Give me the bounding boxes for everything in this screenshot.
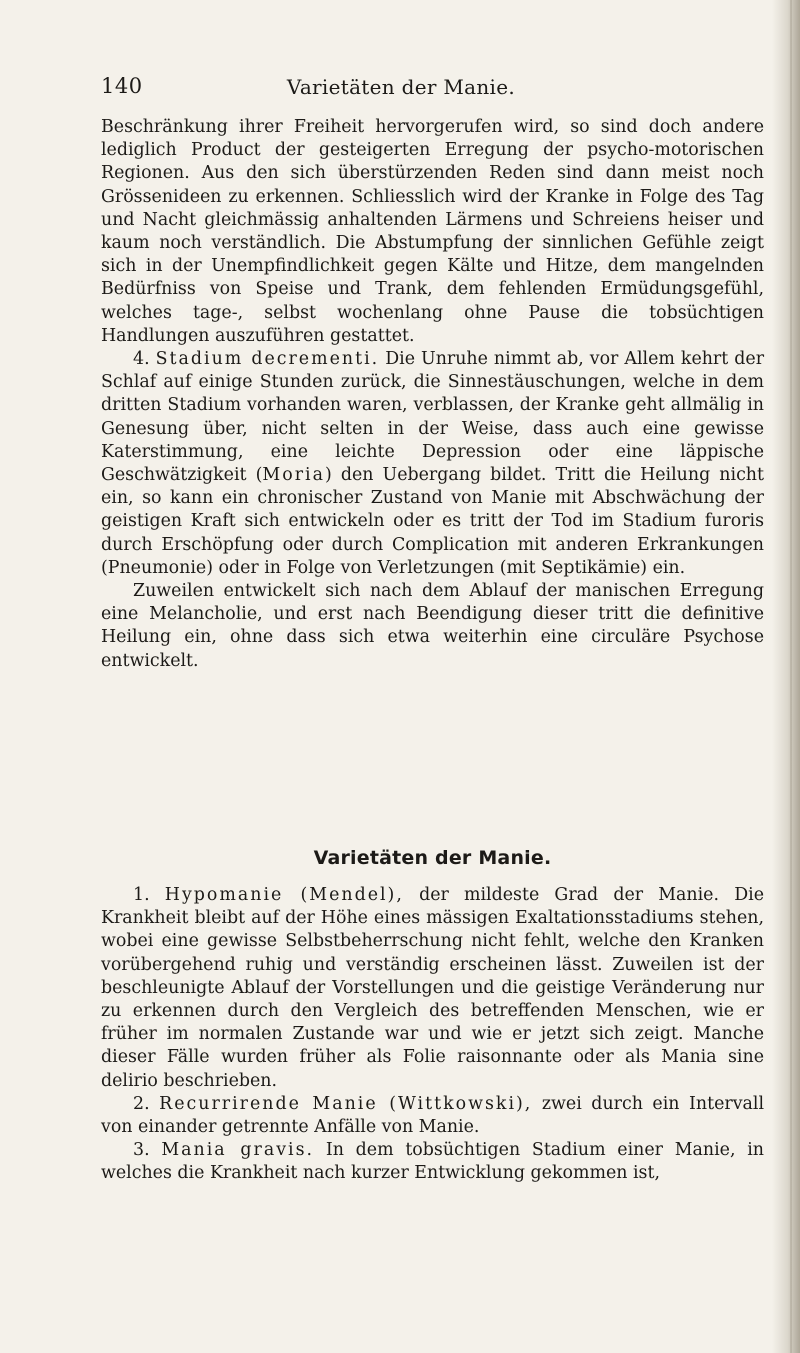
- paragraph-text: Die Unruhe nimmt ab, vor Allem kehrt der Schlaf auf einige Stunden zurück, die Sinnestäuschungen, welche in dem dritten Stadium vorhanden waren, verblassen, der Kranke geht allmälig in Genesung über, nicht selten in der Weise, dass auch eine gewisse Katerstimmung, eine leichte Depression oder eine läppische Geschwätzigkeit (: [101, 349, 765, 486]
- term-moria: Moria: [262, 465, 325, 486]
- paragraph-continued: Beschränkung ihrer Freiheit hervorgerufen wird, so sind doch andere lediglich Product der gesteigerten Erregung der psycho-motorischen Regionen. Aus den sich überstürzenden Reden sind dann meist noch Grössenideen zu erkennen. Schliesslich wird der Kranke in Folge des Tag und Nacht gleichmässig anhaltenden Lärmens und Schreiens heiser und kaum noch verständlich. Die Abstumpfung der sinnlichen Gefühle zeigt sich in der Unempfindlichkeit gegen Kälte und Hitze, dem mangelnden Bedürfniss von Speise und Trank, dem fehlenden Ermüdungsgefühl, welches tage-, selbst wochenlang ohne Pause die tobsüchtigen Handlungen auszuführen gestattet.: [101, 117, 764, 346]
- paragraph-text: zwei durch ein Intervall von einander getrennte Anfälle von Manie.: [101, 1093, 765, 1138]
- term-mania-gravis: Mania gravis.: [161, 1140, 315, 1161]
- list-number: 4.: [133, 349, 156, 370]
- page-header: [101, 74, 741, 104]
- paragraph-hypomanie: [101, 884, 764, 1093]
- list-number: 1.: [133, 885, 165, 905]
- term-hypomanie: Hypomanie (Mendel),: [164, 885, 404, 905]
- section-one-text: [101, 116, 764, 673]
- running-title: Varietäten der Manie.: [286, 75, 516, 99]
- list-number: 2.: [133, 1093, 160, 1114]
- section-heading: Varietäten der Manie.: [313, 847, 552, 869]
- paragraph-stadium-decrementi: [101, 348, 764, 580]
- paragraph-text: ) den Uebergang bildet. Tritt die Heilung nicht ein, so kann ein chronischer Zustand von Manie mit Abschwächung der geistigen Kraft sich entwickeln oder es tritt der Tod im Stadium furoris durch Erschöpfung oder durch Complication mit anderen Erkrankungen (Pneumonie) oder in Folge von Verletzungen (mit Septikämie) ein.: [101, 465, 764, 578]
- term-stadium-decrementi: Stadium decrementi.: [155, 349, 380, 370]
- page-binding-shadow: [772, 0, 800, 1353]
- page-number: 140: [101, 74, 143, 98]
- paragraph-melancholie: Zuweilen entwickelt sich nach dem Ablauf der manischen Erregung eine Melancholie, und erst nach Beendigung dieser tritt die definitive Heilung ein, ohne dass sich etwa weiterhin eine circuläre Psychose entwickelt.: [101, 581, 764, 671]
- paragraph-text: der mildeste Grad der Manie. Die Krankheit bleibt auf der Höhe eines mässigen Exaltationsstadiums stehen, wobei eine gewisse Selbstbeherrschung nicht fehlt, welche den Kranken vorübergehend ruhig und verständig erscheinen lässt. Zuweilen ist der beschleunigte Ablauf der Vorstellungen und die geistige Veränderung nur zu erkennen durch den Vergleich des betreffenden Menschen, wie er früher im normalen Zustande war und wie er jetzt sich zeigt. Manche dieser Fälle wurden früher als Folie raisonnante oder als Mania sine delirio beschrieben.: [101, 885, 764, 1091]
- paragraph-text: In dem tobsüchtigen Stadium einer Manie, in welches die Krankheit nach kurzer Entwicklung gekommen ist,: [101, 1140, 764, 1184]
- section-two-text: [101, 884, 764, 1186]
- list-number: 3.: [133, 1140, 162, 1161]
- paragraph-mania-gravis: [101, 1139, 764, 1185]
- paragraph-recurrirende-manie: [101, 1093, 764, 1139]
- term-recurrirende-manie: Recurrirende Manie (Wittkowski),: [159, 1093, 533, 1114]
